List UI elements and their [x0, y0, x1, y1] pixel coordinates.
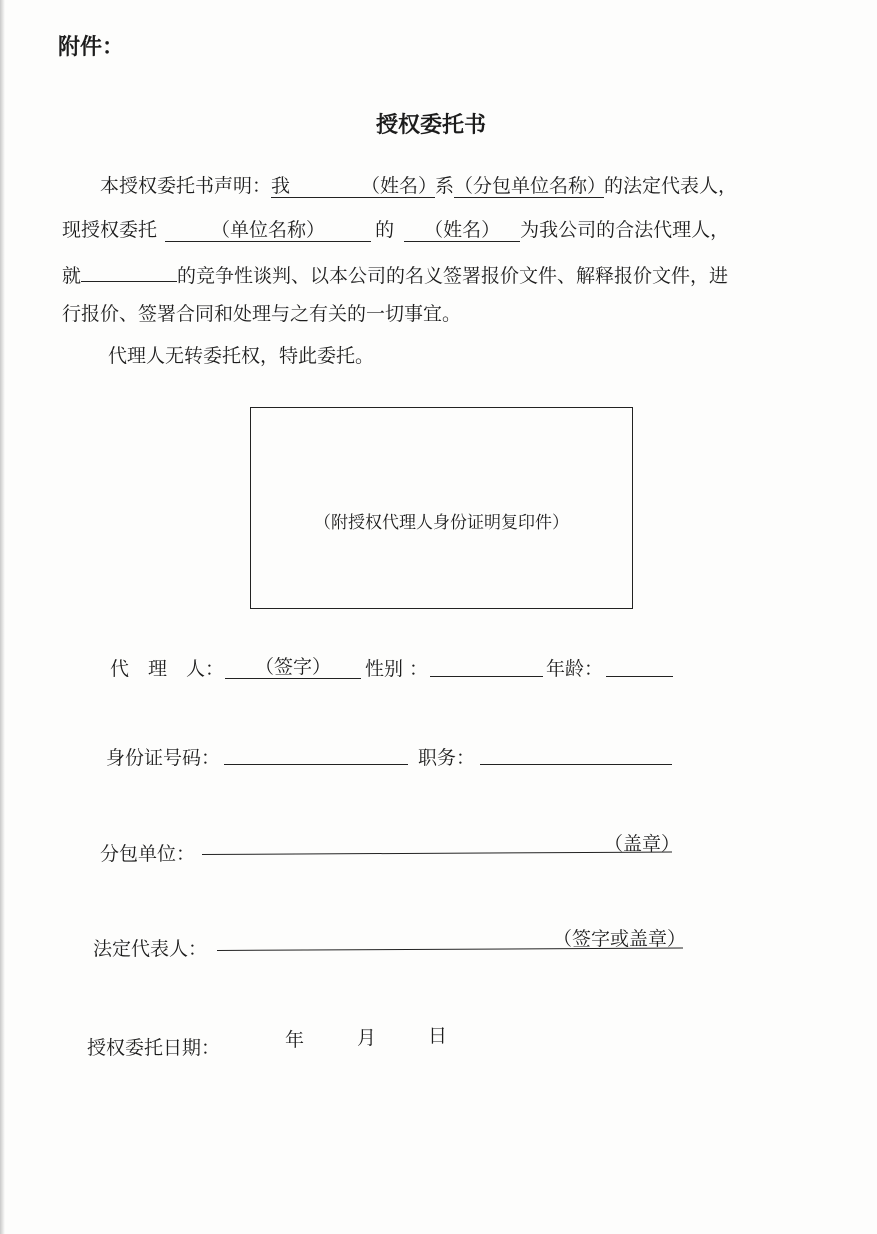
agent-name-field: （姓名） — [404, 219, 520, 242]
unit-name-field: （单位名称） — [165, 219, 371, 242]
jiu-text: 就 — [62, 265, 82, 287]
id-number-field — [224, 764, 408, 765]
representative-wo: 我 — [271, 175, 361, 198]
month-label: 月 — [357, 1027, 377, 1049]
id-number-label: 身份证号码： — [106, 747, 221, 769]
position-label: 职务： — [418, 747, 476, 769]
declaration-line-5: 代理人无转委托权，特此委托。 — [108, 345, 375, 367]
year-label: 年 — [285, 1029, 305, 1051]
document-title: 授权委托书 — [376, 113, 487, 138]
id-copy-box-text: （附授权代理人身份证明复印件） — [314, 513, 569, 533]
declaration-prefix: 本授权委托书声明： — [100, 175, 272, 197]
declaration-line-2 — [62, 218, 729, 242]
attachment-label: 附件： — [58, 35, 125, 60]
id-copy-box — [250, 407, 633, 609]
agent-sign-field: （签字） — [225, 656, 361, 679]
subcontractor-label: 分包单位： — [100, 843, 196, 865]
subcontractor-seal: （盖章） — [604, 833, 681, 855]
subcontractor-field — [202, 852, 672, 855]
de-text: 的 — [375, 219, 395, 241]
legal-rep-label: 法定代表人： — [93, 938, 208, 960]
declaration-line3-suffix: 的竞争性谈判、以本公司的名义签署报价文件、解释报价文件，进 — [177, 265, 729, 287]
position-field — [480, 764, 672, 765]
scan-edge — [0, 0, 5, 1234]
subcontractor-name-field: （分包单位名称） — [454, 175, 607, 197]
declaration-line1-suffix: 的法定代表人， — [604, 175, 738, 197]
authorize-prefix: 现授权委托 — [62, 219, 158, 241]
legal-rep-sign: （签字或盖章） — [553, 928, 687, 950]
day-label: 日 — [428, 1025, 448, 1047]
declaration-line-3 — [62, 261, 728, 288]
date-label: 授权委托日期： — [87, 1037, 221, 1059]
project-name-blank — [81, 261, 177, 282]
gender-label: 性别 ： — [365, 658, 429, 680]
declaration-line2-suffix: 为我公司的合法代理人， — [520, 219, 730, 241]
age-label: 年龄： — [546, 658, 604, 680]
gender-field — [430, 676, 543, 677]
representative-name-field: （姓名） — [361, 175, 438, 197]
declaration-line-4: 行报价、签署合同和处理与之有关的一切事宜。 — [62, 303, 462, 325]
age-field — [606, 676, 673, 677]
agent-label: 代 理 人： — [110, 658, 225, 680]
declaration-line-1 — [100, 174, 737, 198]
xi-text: 系 — [435, 175, 455, 197]
